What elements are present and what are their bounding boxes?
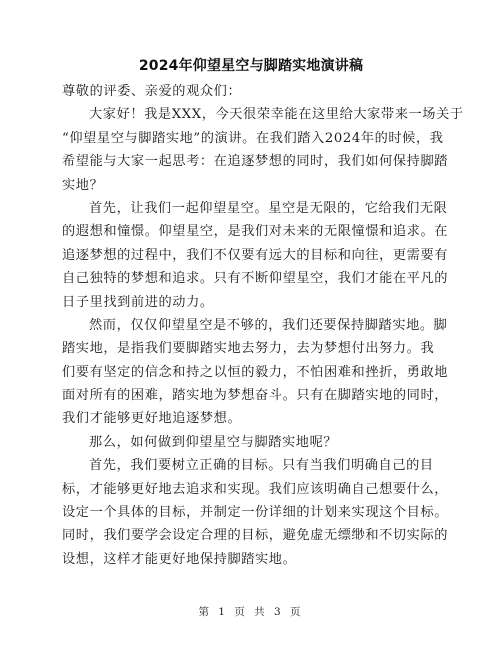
paragraph-line: “仰望星空与脚踏实地”的演讲。在我们踏入2024年的时候，我 [62, 130, 444, 146]
paragraph-line: 面对所有的困难，踏实地为梦想奋斗。只有在脚踏实地的同时， [62, 388, 449, 404]
paragraph-line: 首先，让我们一起仰望星空。星空是无限的，它给我们无限 [89, 200, 448, 216]
paragraph-line: 自己独特的梦想和追求。只有不断仰望星空，我们才能在平凡的 [62, 271, 449, 287]
paragraph-line: 标，才能够更好地去追求和实现。我们应该明确自己想要什么， [62, 481, 449, 497]
paragraph-line: 首先，我们要树立正确的目标。只有当我们明确自己的目 [89, 458, 434, 474]
document-body [62, 80, 464, 571]
paragraph-line: 那么，如何做到仰望星空与脚踏实地呢？ [89, 434, 338, 450]
paragraph-line: 踏实地，是指我们要脚踏实地去努力，去为梦想付出努力。我 [62, 341, 435, 357]
paragraph-line: 设想，这样才能更好地保持脚踏实地。 [62, 551, 297, 567]
paragraph-line: 日子里找到前进的动力。 [62, 294, 214, 310]
paragraph-line: 希望能与大家一起思考：在追逐梦想的同时，我们如何保持脚踏 [62, 154, 449, 170]
paragraph-line: 我们才能够更好地追逐梦想。 [62, 411, 242, 427]
paragraph-line: 大家好！我是XXX，今天很荣幸能在这里给大家带来一场关于 [89, 107, 464, 123]
paragraph-line: 设定一个具体的目标，并制定一份详细的计划来实现这个目标。 [62, 505, 449, 521]
paragraph-line: 的遐想和憧憬。仰望星空，是我们对未来的无限憧憬和追求。在 [62, 224, 449, 240]
document-title: 2024年仰望星空与脚踏实地演讲稿 [138, 58, 364, 74]
paragraph-line: 实地？ [62, 177, 104, 193]
paragraph-line: 同时，我们要学会设定合理的目标，避免虚无缥缈和不切实际的 [62, 528, 449, 544]
paragraph-line: 追逐梦想的过程中，我们不仅要有远大的目标和向往，更需要有 [62, 247, 449, 263]
paragraph-line: 们要有坚定的信念和持之以恒的毅力，不怕困难和挫折，勇敢地 [62, 364, 449, 380]
page-number-footer: 第 1 页 共 3 页 [198, 606, 304, 618]
salutation-line: 尊敬的评委、亲爱的观众们： [62, 84, 242, 99]
paragraph-line: 然而，仅仅仰望星空是不够的，我们还要保持脚踏实地。脚 [89, 317, 448, 333]
